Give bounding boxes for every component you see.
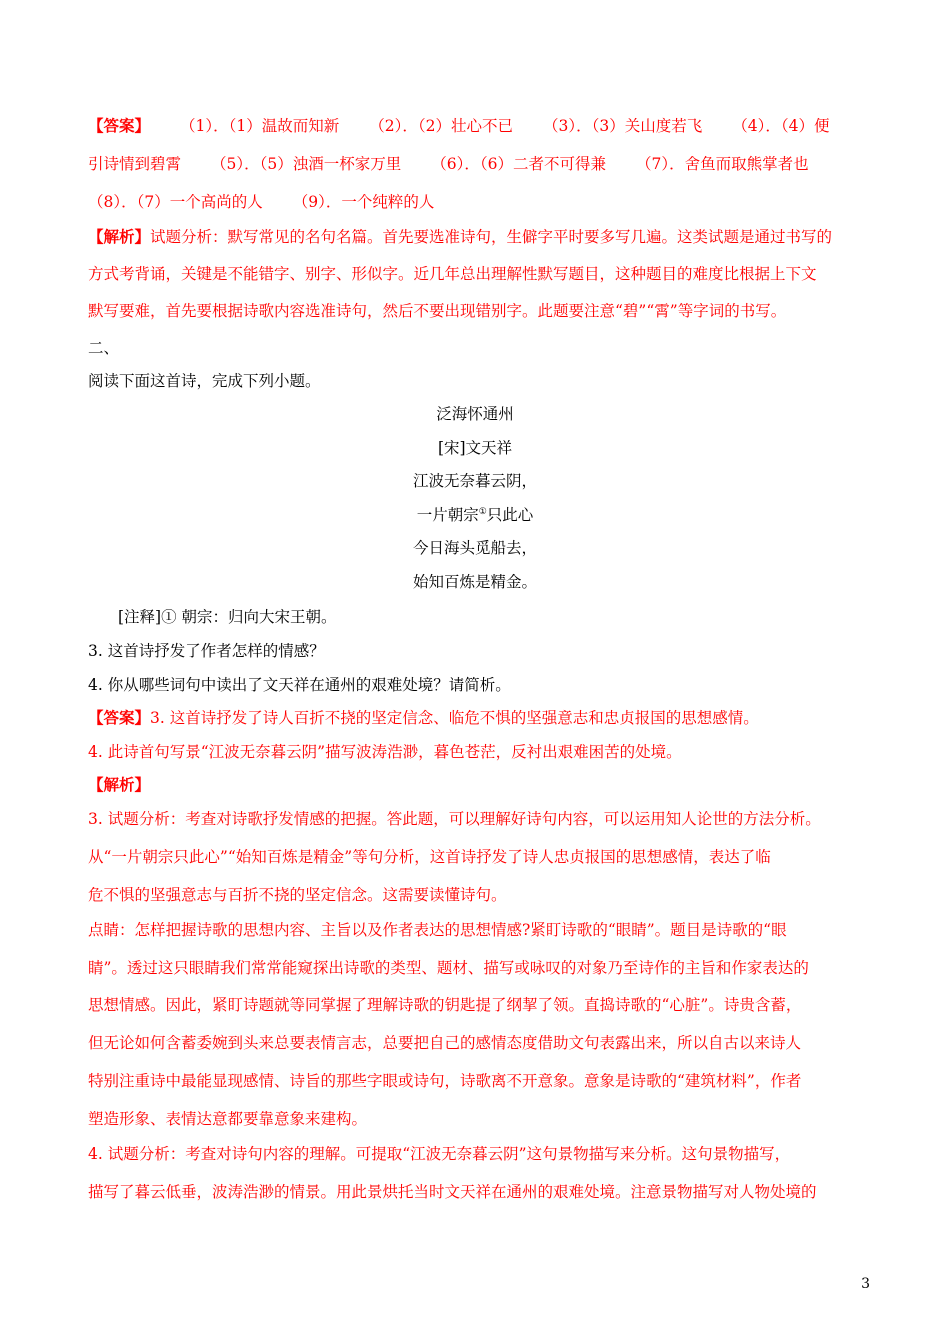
answer1-item-1: （1）．（1）温故而知新: [180, 117, 340, 135]
analysis2-line-7: 但无论如何含蓄委婉到头来总要表情言志，总要把自己的感情态度借助文句表露出来，所以自古以来诗人: [88, 1034, 802, 1052]
analysis2-line-1: 3. 试题分析：考查对诗歌抒发情感的把握。答此题，可以理解好诗句内容，可以运用知人论世的方法分析。: [88, 810, 821, 828]
poem-line-1: 江波无奈暮云阴，: [412, 472, 537, 490]
answer1-label: 【答案】: [88, 116, 151, 135]
poem-line-2: [0, 500, 950, 530]
analysis2-line-4: 点睛：怎样把握诗歌的思想内容、主旨以及作者表达的思想情感?紧盯诗歌的“眼睛”。题目是诗歌的“眼: [88, 921, 787, 939]
analysis2-line-9: 塑造形象、表情达意都要靠意象来建构。: [88, 1110, 368, 1128]
poem-note: [注释]① 朝宗：归向大宋王朝。: [118, 608, 337, 626]
answer1-line2: [88, 149, 878, 179]
answer1-item-5: （5）．（5）浊酒一杯家万里: [211, 155, 402, 173]
analysis2-line-6: 思想情感。因此，紧盯诗题就等同掌握了理解诗歌的钥匙提了纲挈了领。直捣诗歌的“心脏”。诗贵含蓄，: [88, 996, 802, 1014]
poem-line-3: 今日海头觅船去，: [412, 539, 537, 557]
footnote-marker: ①: [478, 506, 487, 517]
analysis1-text-1: 试题分析：默写常见的名句名篇。首先要选准诗句，生僻字平时要多写几遍。这类试题是通过书写的: [150, 228, 833, 246]
answer2-a3: 3. 这首诗抒发了诗人百折不挠的坚定信念、临危不惧的坚强意志和忠贞报国的思想感情。: [150, 709, 759, 727]
answer1-line3: [88, 187, 878, 217]
analysis2-line-8: 特别注重诗中最能显现感情、诗旨的那些字眼或诗句，诗歌离不开意象。意象是诗歌的“建筑材料”，作者: [88, 1072, 802, 1090]
answer1-item-7: （7）．舍鱼而取熊掌者也: [635, 155, 809, 173]
answer1-item-2: （2）．（2）壮心不已: [369, 117, 513, 135]
analysis2-line-2: 从“一片朝宗只此心”“始知百炼是精金”等句分析，这首诗抒发了诗人忠贞报国的思想感情，表达了临: [88, 848, 771, 866]
poem-author: [宋]文天祥: [437, 439, 513, 457]
poem-line-2-b: 只此心: [486, 506, 534, 524]
question-4: 4. 你从哪些词句中读出了文天祥在通州的艰难处境？请简析。: [88, 676, 511, 694]
analysis2-line-10: 4. 试题分析：考查对诗句内容的理解。可提取“江波无奈暮云阴”这句景物描写来分析。这句景物描写，: [88, 1145, 791, 1163]
analysis1-label: 【解析】: [88, 227, 151, 246]
analysis1-line3: 默写要难，首先要根据诗歌内容选准诗句，然后不要出现错别字。此题要注意“碧”“霄”等字词的书写。: [88, 302, 787, 320]
section-number: 二、: [88, 339, 120, 357]
poem-line-4: 始知百炼是精金。: [412, 573, 537, 591]
answer2-a4: 4. 此诗首句写景“江波无奈暮云阴”描写波涛浩渺，暮色苍茫，反衬出艰难困苦的处境。: [88, 743, 682, 761]
section-instruction: 阅读下面这首诗，完成下列小题。: [88, 372, 321, 390]
poem-line-2-a: 一片朝宗: [416, 506, 479, 524]
poem-title: 泛海怀通州: [436, 405, 514, 423]
analysis2-line-11: 描写了暮云低垂，波涛浩渺的情景。用此景烘托当时文天祥在通州的艰难处境。注意景物描写对人物处境的: [88, 1183, 817, 1201]
answer1-item-6: （6）．（6）二者不可得兼: [431, 155, 606, 173]
analysis2-line-5: 睛”。透过这只眼睛我们常常能窥探出诗歌的类型、题材、描写或咏叹的对象乃至诗作的主旨和作家表达的: [88, 959, 809, 977]
answer1-line1: [88, 111, 878, 141]
question-3: 3. 这首诗抒发了作者怎样的情感？: [88, 642, 325, 660]
answer1-item-4-cont: 引诗情到碧霄: [88, 155, 182, 173]
analysis2-line-3: 危不惧的坚强意志与百折不挠的坚定信念。这需要读懂诗句。: [88, 886, 507, 904]
analysis1-line1: [88, 222, 878, 252]
answer1-item-4: （4）．（4）便: [732, 117, 830, 135]
answer2-label: 【答案】: [88, 708, 151, 727]
analysis1-line2: 方式考背诵，关键是不能错字、别字、形似字。近几年总出理解性默写题目，这种题目的难度比根据上下文: [88, 265, 817, 283]
analysis2-label: 【解析】: [88, 775, 151, 794]
answer1-item-3: （3）．（3）关山度若飞: [542, 117, 703, 135]
page-number: 3: [861, 1276, 870, 1292]
answer2-line1: [88, 703, 878, 733]
answer1-item-8: （8）．（7）一个高尚的人: [88, 193, 263, 211]
answer1-item-9: （9）．一个纯粹的人: [292, 193, 435, 211]
